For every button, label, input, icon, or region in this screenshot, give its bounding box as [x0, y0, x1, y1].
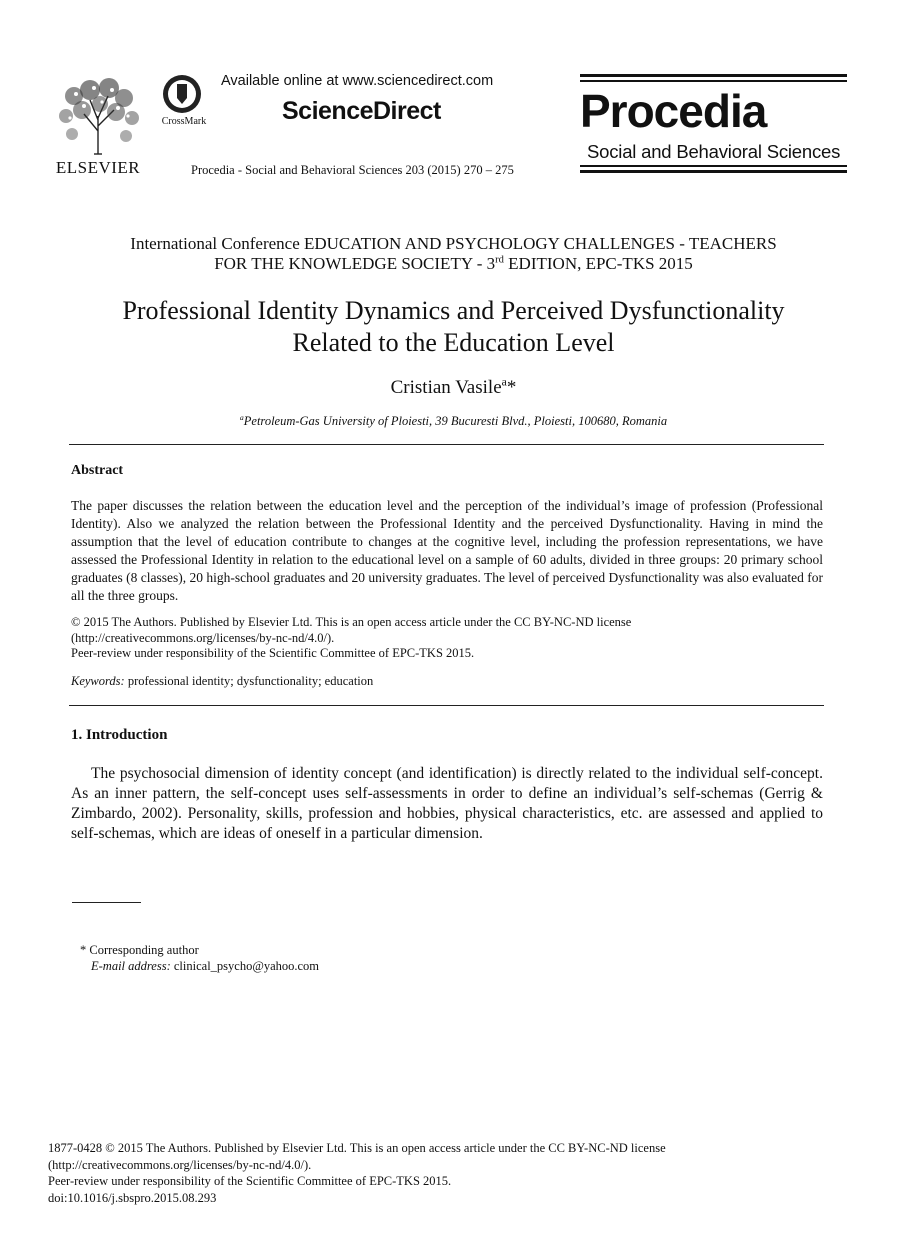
procedia-bottom-rule [580, 170, 847, 173]
email-address[interactable]: clinical_psycho@yahoo.com [170, 959, 320, 973]
article-title-line-1: Professional Identity Dynamics and Perceived Dysfunctionality [122, 296, 785, 325]
elsevier-logo [52, 76, 144, 176]
keywords-label: Keywords: [71, 674, 125, 688]
keywords-list: professional identity; dysfunctionality; education [124, 674, 374, 688]
conference-edition-ordinal: rd [495, 254, 504, 266]
author-name: Cristian Vasile [390, 377, 502, 398]
conference-line-2-suffix: EDITION, EPC-TKS 2015 [503, 254, 693, 273]
corresponding-author-mark: * [506, 377, 517, 398]
crossmark-label: CrossMark [161, 116, 207, 127]
divider-top [69, 444, 824, 445]
procedia-bottom-rule-thin [580, 165, 847, 167]
affiliation-text: Petroleum-Gas University of Ploiesti, 39 Bucuresti Blvd., Ploiesti, 100680, Romania [243, 414, 668, 428]
elsevier-tree-icon [54, 76, 142, 156]
procedia-top-rule [580, 74, 847, 77]
abstract-text: The paper discusses the relation between the education level and the perception of the individual’s image of profession (Professional Identity). Also we analyzed the relation between the Professional Identity and the perceived Dysfunctionality. Having in mind the assumption that the level of education contribute to changes at the cognitive level, including the profession representations, we have assessed the Professional Identity in relation to the educational level on a sample of 60 adults, divided in three groups: 20 primary school graduates (8 classes), 20 high-school graduates and 20 university graduates. The level of perceived Dysfunctionality was also evaluated for all the three groups. [71, 498, 823, 603]
divider-bottom [69, 705, 824, 706]
available-online-text: Available online at www.sciencedirect.com [221, 73, 494, 89]
crossmark-badge[interactable] [156, 74, 212, 132]
sciencedirect-logo: ScienceDirect [282, 97, 441, 125]
procedia-title: Procedia [580, 85, 767, 137]
elsevier-wordmark: ELSEVIER [55, 158, 141, 177]
abstract-heading: Abstract [71, 463, 124, 478]
author [0, 377, 907, 399]
conference-line-2 [0, 254, 907, 274]
footer-doi[interactable]: doi:10.1016/j.sbspro.2015.08.293 [48, 1190, 217, 1205]
article-title-line-2: Related to the Education Level [292, 328, 615, 357]
footer-peer-review: Peer-review under responsibility of the Scientific Committee of EPC-TKS 2015. [48, 1174, 452, 1188]
license-link[interactable]: (http://creativecommons.org/licenses/by-nc-nd/4.0/). [71, 630, 335, 645]
procedia-logo [580, 74, 847, 175]
copyright-notice [71, 615, 823, 662]
keywords [71, 674, 823, 689]
conference-line-2-prefix: FOR THE KNOWLEDGE SOCIETY - 3 [214, 254, 496, 273]
affiliation [0, 414, 907, 429]
introduction-text: The psychosocial dimension of identity concept (and identification) is directly related to the individual self-concept. As an inner pattern, the self-concept uses self-assessments in order to define an individual’s self-schemas (Gerrig & Zimbardo, 2002). Personality, skills, profession and hobbies, physical characteristics, etc. are assessed and applied to self-schemas, which are ideas of oneself in a particular dimension. [71, 765, 823, 842]
copyright-line: © 2015 The Authors. Published by Elsevier Ltd. This is an open access article under the CC BY-NC-ND license [71, 615, 632, 629]
crossmark-icon [162, 74, 202, 114]
footer-license-link[interactable]: (http://creativecommons.org/licenses/by-nc-nd/4.0/). [48, 1157, 312, 1172]
footer-issn-line: 1877-0428 © 2015 The Authors. Published by Elsevier Ltd. This is an open access article under the CC BY-NC-ND license [48, 1141, 666, 1155]
conference-line-1: International Conference EDUCATION AND PSYCHOLOGY CHALLENGES - TEACHERS [130, 234, 777, 253]
peer-review-note: Peer-review under responsibility of the Scientific Committee of EPC-TKS 2015. [71, 646, 475, 660]
procedia-top-rule-thin [580, 80, 847, 82]
email-label: E-mail address: [91, 959, 171, 973]
procedia-subtitle: Social and Behavioral Sciences [587, 141, 841, 162]
affiliation-mark: a [239, 412, 244, 422]
email-note [91, 959, 319, 974]
corresponding-author-note: * Corresponding author [80, 943, 199, 957]
footnote-rule [72, 902, 141, 903]
page-footer [48, 1140, 666, 1206]
introduction-heading: 1. Introduction [71, 727, 168, 743]
author-affiliation-mark: a [501, 375, 507, 389]
journal-reference: Procedia - Social and Behavioral Sciences 203 (2015) 270 – 275 [191, 163, 514, 177]
